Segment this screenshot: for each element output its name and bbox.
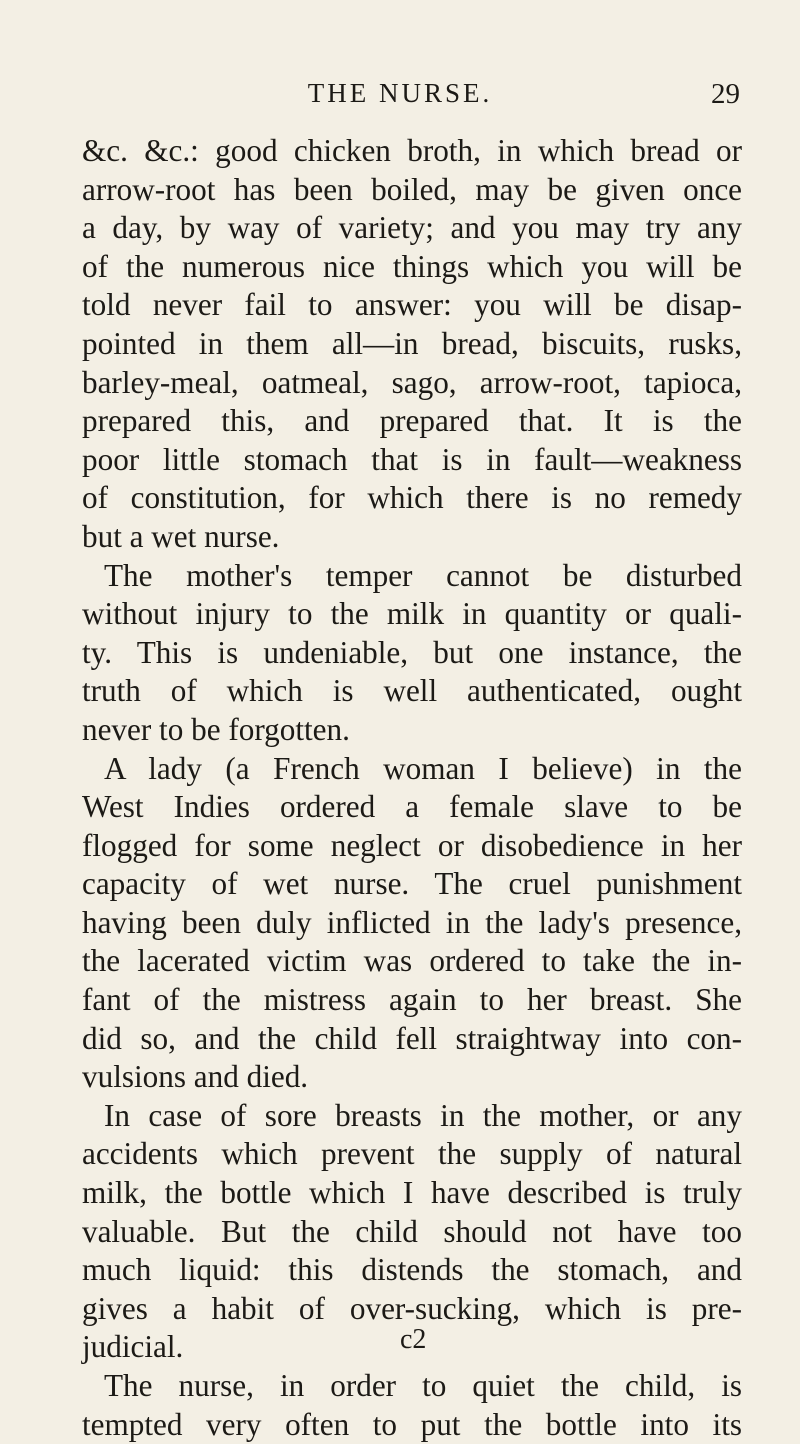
text-line: ty. This is undeniable, but one instance, the	[82, 634, 742, 670]
text-line: of the numerous nice things which you will be	[82, 248, 742, 284]
text-line: arrow-root has been boiled, may be given once	[82, 171, 742, 207]
text-line: but a wet nurse.	[82, 518, 280, 554]
running-title: THE NURSE.	[307, 78, 493, 108]
text-line: having been duly inflicted in the lady's presence,	[82, 904, 742, 940]
text-line: tempted very often to put the bottle into its	[82, 1406, 742, 1442]
text-line: West Indies ordered a female slave to be	[82, 789, 742, 825]
text-line: of constitution, for which there is no remedy	[82, 480, 742, 516]
text-line: much liquid: this distends the stomach, and	[82, 1252, 742, 1288]
text-line: told never fail to answer: you will be disap-	[82, 287, 742, 323]
text-line: accidents which prevent the supply of natural	[82, 1136, 742, 1172]
text-line: In case of sore breasts in the mother, or any	[104, 1097, 742, 1133]
text-line: did so, and the child fell straightway into con-	[82, 1020, 742, 1056]
text-line: barley-meal, oatmeal, sago, arrow-root, tapioca,	[82, 364, 742, 400]
text-line: capacity of wet nurse. The cruel punishment	[82, 866, 742, 902]
text-line: gives a habit of over-sucking, which is pre-	[82, 1290, 742, 1326]
text-line: valuable. But the child should not have too	[82, 1213, 742, 1249]
paragraph	[82, 132, 742, 557]
page-number: 29	[711, 78, 740, 110]
text-line: poor little stomach that is in fault—weakness	[82, 441, 742, 477]
text-line: judicial.	[82, 1329, 184, 1365]
text-line: milk, the bottle which I have described is truly	[82, 1175, 742, 1211]
page-header	[0, 78, 800, 122]
text-line: never to be forgotten.	[82, 711, 350, 747]
text-line: prepared this, and prepared that. It is the	[82, 403, 742, 439]
paragraph	[82, 557, 742, 750]
text-line: &c. &c.: good chicken broth, in which bread or	[82, 133, 742, 168]
text-line: fant of the mistress again to her breast. She	[82, 982, 742, 1018]
text-line: a day, by way of variety; and you may try any	[82, 210, 742, 246]
text-line: The nurse, in order to quiet the child, is	[104, 1368, 742, 1403]
text-line: A lady (a French woman I believe) in the	[104, 750, 742, 786]
signature-mark: c2	[400, 1324, 427, 1355]
text-line: vulsions and died.	[82, 1059, 309, 1095]
text-line: the lacerated victim was ordered to take the in-	[82, 943, 742, 979]
text-line: truth of which is well authenticated, ought	[82, 673, 742, 709]
text-line: pointed in them all—in bread, biscuits, rusks,	[82, 325, 742, 361]
text-line: The mother's temper cannot be disturbed	[104, 557, 742, 593]
text-line: flogged for some neglect or disobedience in her	[82, 827, 742, 863]
text-line: without injury to the milk in quantity or quali-	[82, 596, 742, 632]
paragraph	[82, 1367, 742, 1444]
paragraph	[82, 750, 742, 1097]
body-text	[82, 132, 742, 1444]
